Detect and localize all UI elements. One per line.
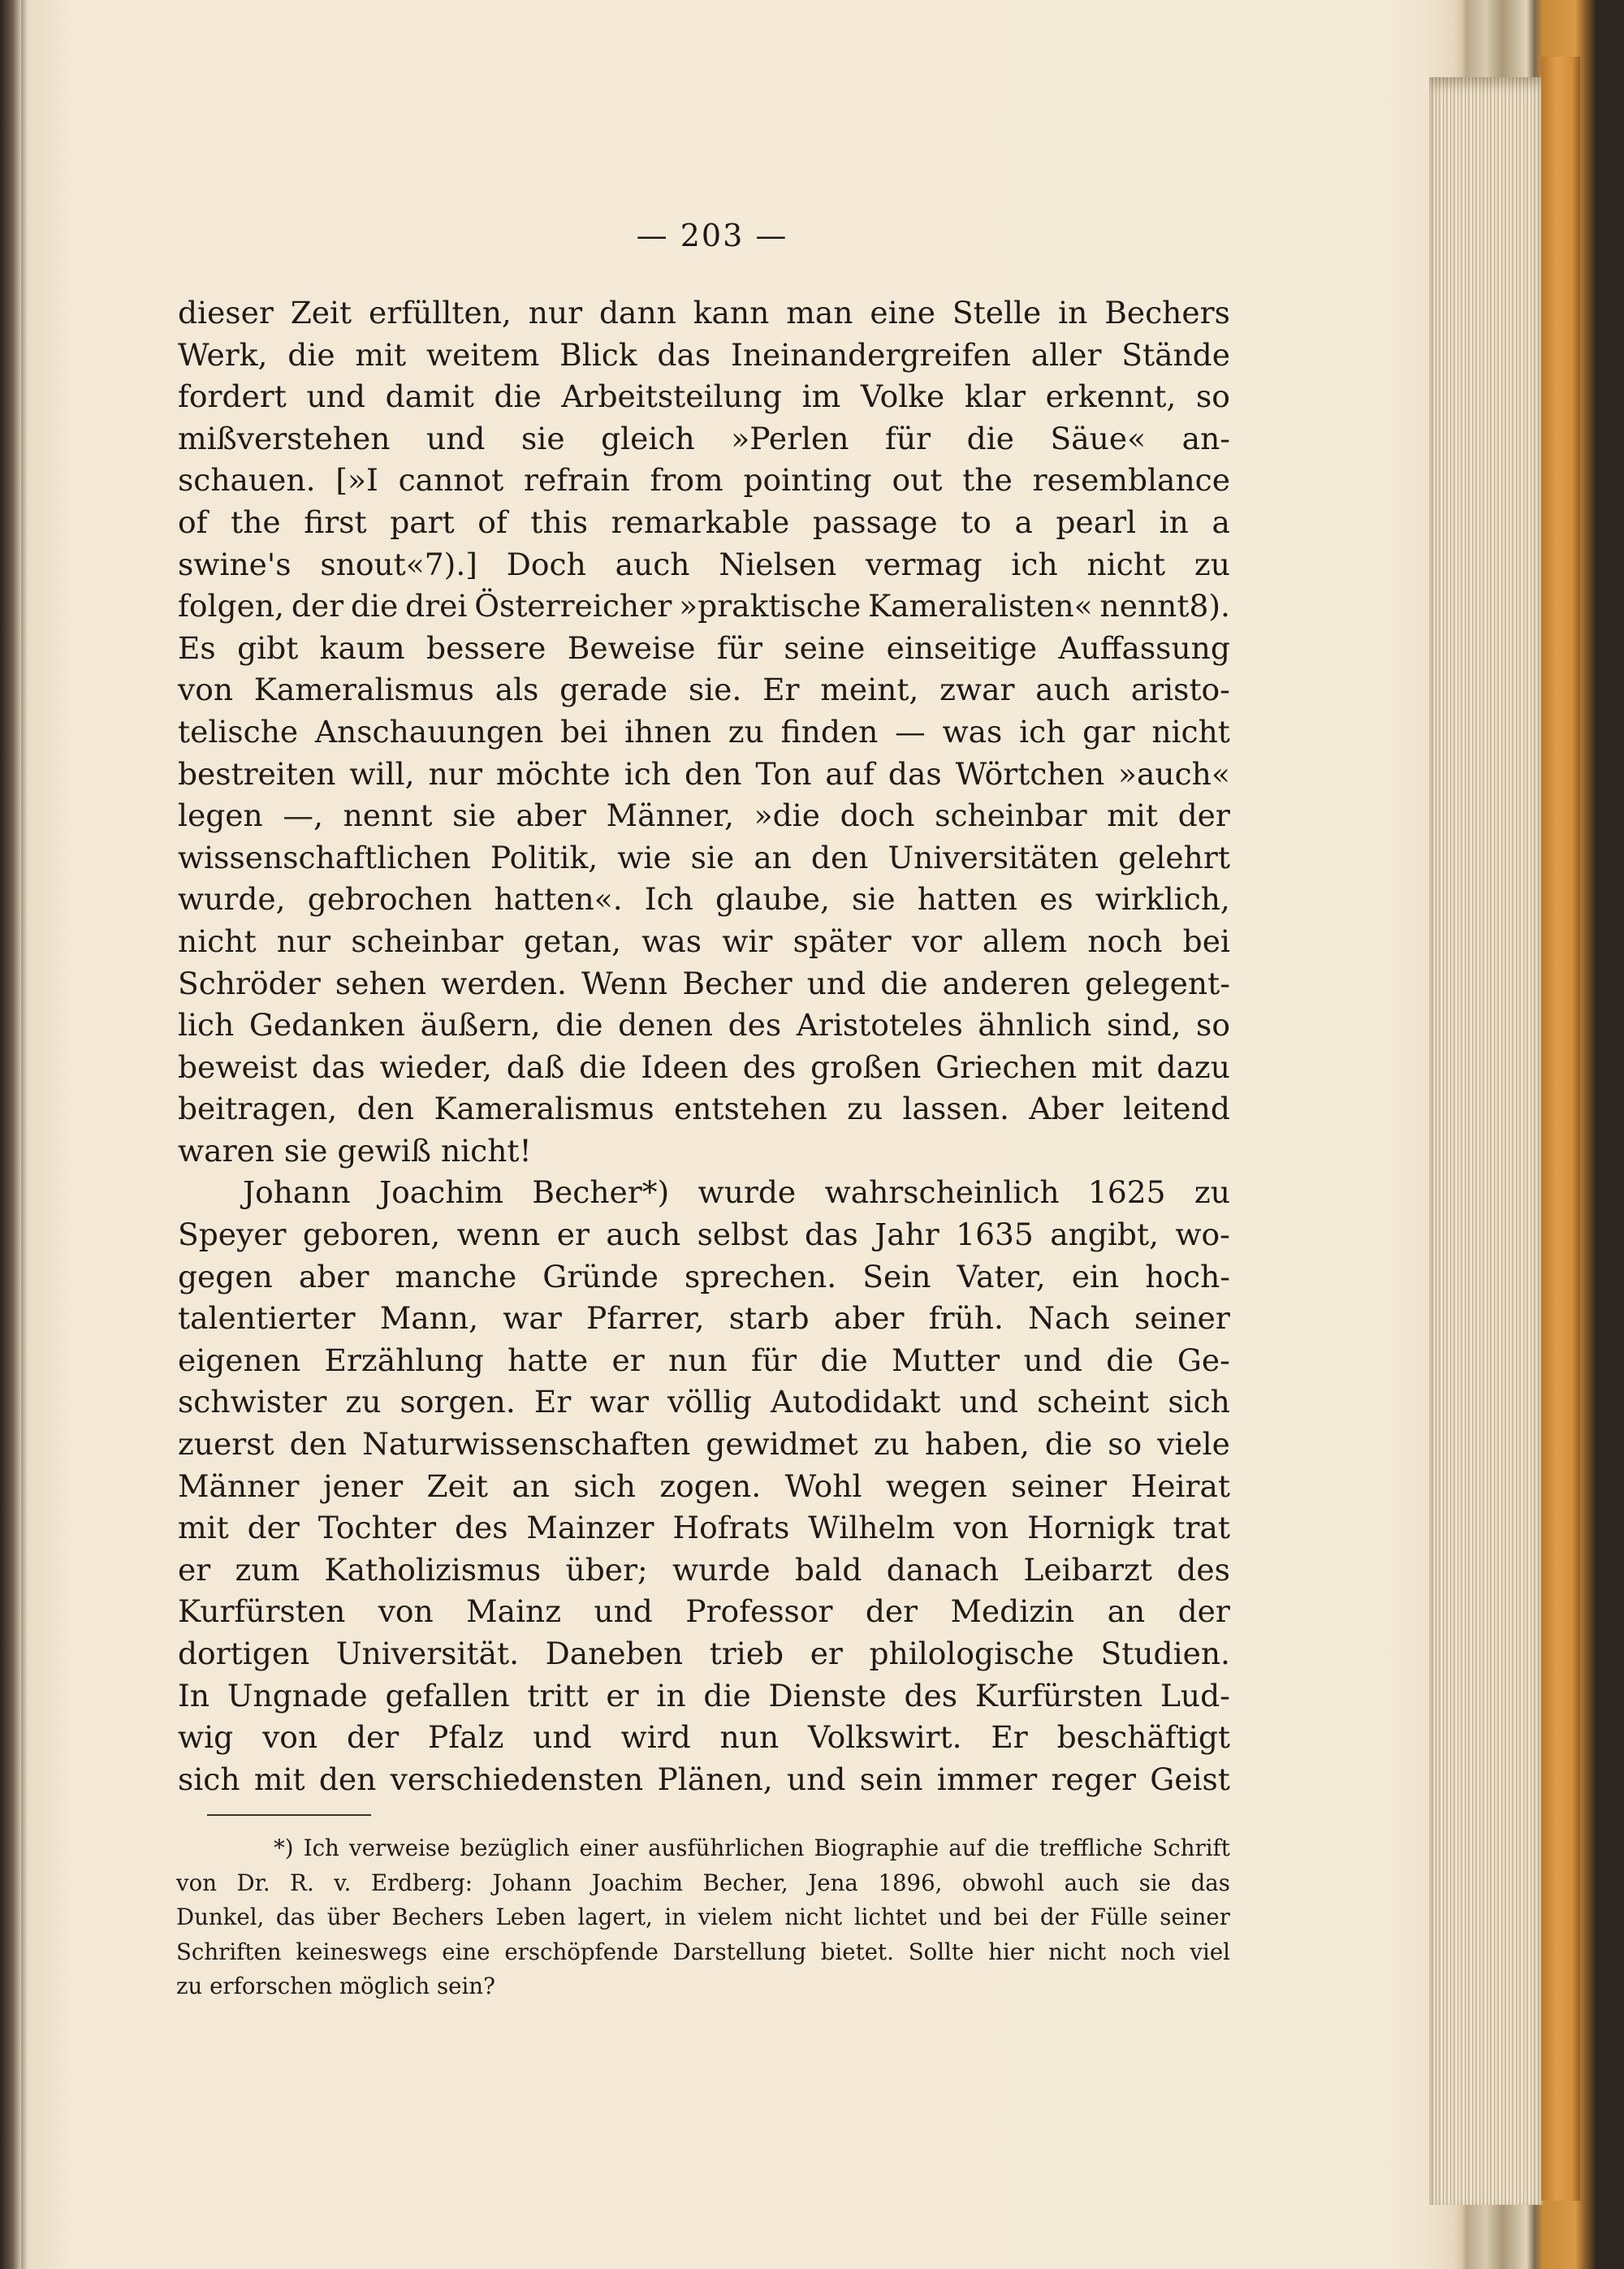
- text-line: waren sie gewiß nicht!: [178, 1132, 532, 1169]
- footnote-line: zu erforschen möglich sein?: [176, 1973, 495, 2000]
- text-line: of the first part of this remarkable passage to a pearl in a: [178, 504, 1230, 540]
- text-line: Johann Joachim Becher*) wurde wahrscheinlich 1625 zu: [243, 1174, 1230, 1211]
- text-line: talentierter Mann, war Pfarrer, starb aber früh. Nach seiner: [178, 1300, 1230, 1337]
- text-line: bestreiten will, nur möchte ich den Ton auf das Wörtchen »auch«: [178, 755, 1230, 792]
- text-line: folgen, der die drei Österreicher »praktische Kameralisten« nennt8).: [178, 588, 1230, 625]
- text-line: Kurfürsten von Mainz und Professor der Medizin an der: [178, 1593, 1230, 1630]
- text-line: zuerst den Naturwissenschaften gewidmet zu haben, die so viele: [178, 1426, 1230, 1463]
- page-number: — 203 —: [636, 218, 788, 253]
- text-line: mißverstehen und sie gleich »Perlen für die Säue« an-: [178, 420, 1230, 456]
- text-line: Männer jener Zeit an sich zogen. Wohl wegen seiner Heirat: [178, 1467, 1230, 1504]
- footnote-line: Dunkel, das über Bechers Leben lagert, in vielem nicht lichtet und bei der Fülle seiner: [176, 1904, 1230, 1931]
- text-line: sich mit den verschiedensten Plänen, und sein immer reger Geist: [178, 1761, 1230, 1797]
- text-line: eigenen Erzählung hatte er nun für die Mutter und die Ge-: [178, 1342, 1230, 1378]
- book-page: [28, 0, 1440, 2269]
- text-line: dortigen Universität. Daneben trieb er philologische Studien.: [178, 1636, 1230, 1671]
- text-line: wig von der Pfalz und wird nun Volkswirt. Er beschäftigt: [178, 1719, 1230, 1756]
- text-line: beweist das wieder, daß die Ideen des großen Griechen mit dazu: [178, 1048, 1230, 1085]
- text-line: er zum Katholizismus über; wurde bald danach Leibarzt des: [178, 1551, 1230, 1588]
- footnote-line: Schriften keineswegs eine erschöpfende Darstellung bietet. Sollte hier nicht noch viel: [176, 1938, 1230, 1965]
- text-line: nicht nur scheinbar getan, was wir später vor allem noch bei: [178, 923, 1230, 959]
- text-line: Speyer geboren, wenn er auch selbst das Jahr 1635 angibt, wo-: [178, 1217, 1230, 1253]
- text-line: legen —, nennt sie aber Männer, »die doch scheinbar mit der: [178, 797, 1230, 834]
- text-line: Schröder sehen werden. Wenn Becher und die anderen gelegent-: [178, 965, 1230, 1001]
- text-line: von Kameralismus als gerade sie. Er meint, zwar auch aristo-: [178, 672, 1230, 708]
- footnote-line: von Dr. R. v. Erdberg: Johann Joachim Becher, Jena 1896, obwohl auch sie das: [176, 1869, 1230, 1896]
- text-line: dieser Zeit erfüllten, nur dann kann man eine Stelle in Bechers: [178, 295, 1230, 331]
- text-line: lich Gedanken äußern, die denen des Aristoteles ähnlich sind, so: [178, 1007, 1230, 1044]
- footnote-line: *) Ich verweise bezüglich einer ausführlichen Biographie auf die treffliche Schrift: [274, 1835, 1230, 1861]
- text-line: In Ungnade gefallen tritt er in die Dienste des Kurfürsten Lud-: [178, 1677, 1230, 1714]
- text-line: Es gibt kaum bessere Beweise für seine einseitige Auffassung: [178, 629, 1230, 666]
- text-line: swine's snout«7).] Doch auch Nielsen vermag ich nicht zu: [178, 546, 1230, 582]
- left-page-edge: [0, 0, 21, 2269]
- page-block-edges: [1429, 77, 1543, 2205]
- footnote-divider: [207, 1814, 371, 1816]
- text-line: schwister zu sorgen. Er war völlig Autodidakt und scheint sich: [178, 1384, 1230, 1420]
- book-cover-edge: [1541, 57, 1580, 2201]
- body-text: [178, 292, 1230, 1800]
- text-line: wissenschaftlichen Politik, wie sie an den Universitäten gelehrt: [178, 839, 1230, 875]
- text-line: telische Anschauungen bei ihnen zu finden — was ich gar nicht: [178, 713, 1230, 750]
- text-line: mit der Tochter des Mainzer Hofrats Wilhelm von Hornigk trat: [178, 1510, 1230, 1546]
- text-line: Werk, die mit weitem Blick das Ineinandergreifen aller Stände: [178, 336, 1230, 373]
- text-line: gegen aber manche Gründe sprechen. Sein Vater, ein hoch-: [178, 1258, 1230, 1294]
- text-line: wurde, gebrochen hatten«. Ich glaube, sie hatten es wirklich,: [178, 881, 1230, 918]
- text-line: beitragen, den Kameralismus entstehen zu lassen. Aber leitend: [178, 1091, 1230, 1127]
- text-line: schauen. [»I cannot refrain from pointing out the resemblance: [178, 462, 1230, 499]
- text-line: fordert und damit die Arbeitsteilung im Volke klar erkennt, so: [178, 378, 1230, 415]
- footnote: [176, 1831, 1230, 2004]
